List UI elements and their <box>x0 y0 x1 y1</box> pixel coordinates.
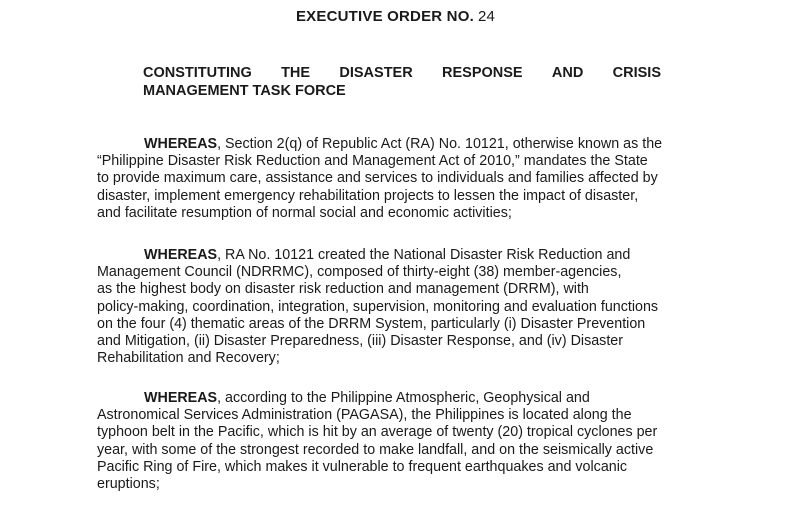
order-label: EXECUTIVE ORDER NO. <box>295 8 474 25</box>
subject-word: THE <box>281 65 311 81</box>
order-subject <box>143 64 661 100</box>
subject-word: CRISIS <box>612 65 661 81</box>
clause-text: , RA No. 10121 created the National Disaster Risk Reduction and <box>217 247 631 263</box>
clause-line: disaster, implement emergency rehabilitation projects to lessen the impact of disaster, <box>97 187 639 204</box>
executive-order-title <box>0 8 791 25</box>
whereas-label: WHEREAS <box>144 390 218 406</box>
subject-word: DISASTER <box>339 65 413 81</box>
clause-line: year, with some of the strongest recorded to make landfall, and on the seismically active <box>97 441 654 458</box>
clause-line <box>97 247 714 264</box>
subject-word: RESPONSE <box>442 65 523 81</box>
clause-line: eruptions; <box>97 476 160 493</box>
clause-line: Management Council (NDRRMC), composed of thirty-eight (38) member-agencies, <box>97 264 622 281</box>
whereas-clause-2 <box>97 247 714 367</box>
clause-line <box>97 390 714 407</box>
whereas-clause-3 <box>97 390 714 493</box>
clause-line: Astronomical Services Administration (PAGASA), the Philippines is located along the <box>97 407 632 424</box>
subject-word: CONSTITUTING <box>143 65 252 81</box>
whereas-clause-1 <box>97 136 714 222</box>
order-number: 24 <box>477 8 496 25</box>
whereas-label: WHEREAS <box>144 247 218 263</box>
clause-text: , according to the Philippine Atmospheric, Geophysical and <box>217 390 590 406</box>
clause-line: Pacific Ring of Fire, which makes it vulnerable to frequent earthquakes and volcanic <box>97 458 628 475</box>
whereas-label: WHEREAS <box>144 136 218 152</box>
clause-line <box>97 136 714 153</box>
clause-text: , Section 2(q) of Republic Act (RA) No. 10121, otherwise known as the <box>217 136 663 152</box>
clause-line: policy-making, coordination, integration, supervision, monitoring and evaluation functions <box>97 298 659 315</box>
subject-word: AND <box>551 65 584 81</box>
subject-line-1 <box>143 64 661 82</box>
clause-line: as the highest body on disaster risk reduction and management (DRRM), with <box>97 281 589 298</box>
clause-line: on the four (4) thematic areas of the DRRM System, particularly (i) Disaster Prevention <box>97 315 646 332</box>
clause-line: Rehabilitation and Recovery; <box>97 350 280 367</box>
subject-line-2: MANAGEMENT TASK FORCE <box>143 83 346 99</box>
clause-line: “Philippine Disaster Risk Reduction and Management Act of 2010,” mandates the State <box>97 153 648 170</box>
clause-line: typhoon belt in the Pacific, which is hit by an average of twenty (20) tropical cyclones per <box>97 424 658 441</box>
clause-line: and facilitate resumption of normal social and economic activities; <box>97 204 512 221</box>
clause-line: to provide maximum care, assistance and services to individuals and families affected by <box>97 170 658 187</box>
clause-line: and Mitigation, (ii) Disaster Preparedness, (iii) Disaster Response, and (iv) Disaster <box>97 333 623 350</box>
